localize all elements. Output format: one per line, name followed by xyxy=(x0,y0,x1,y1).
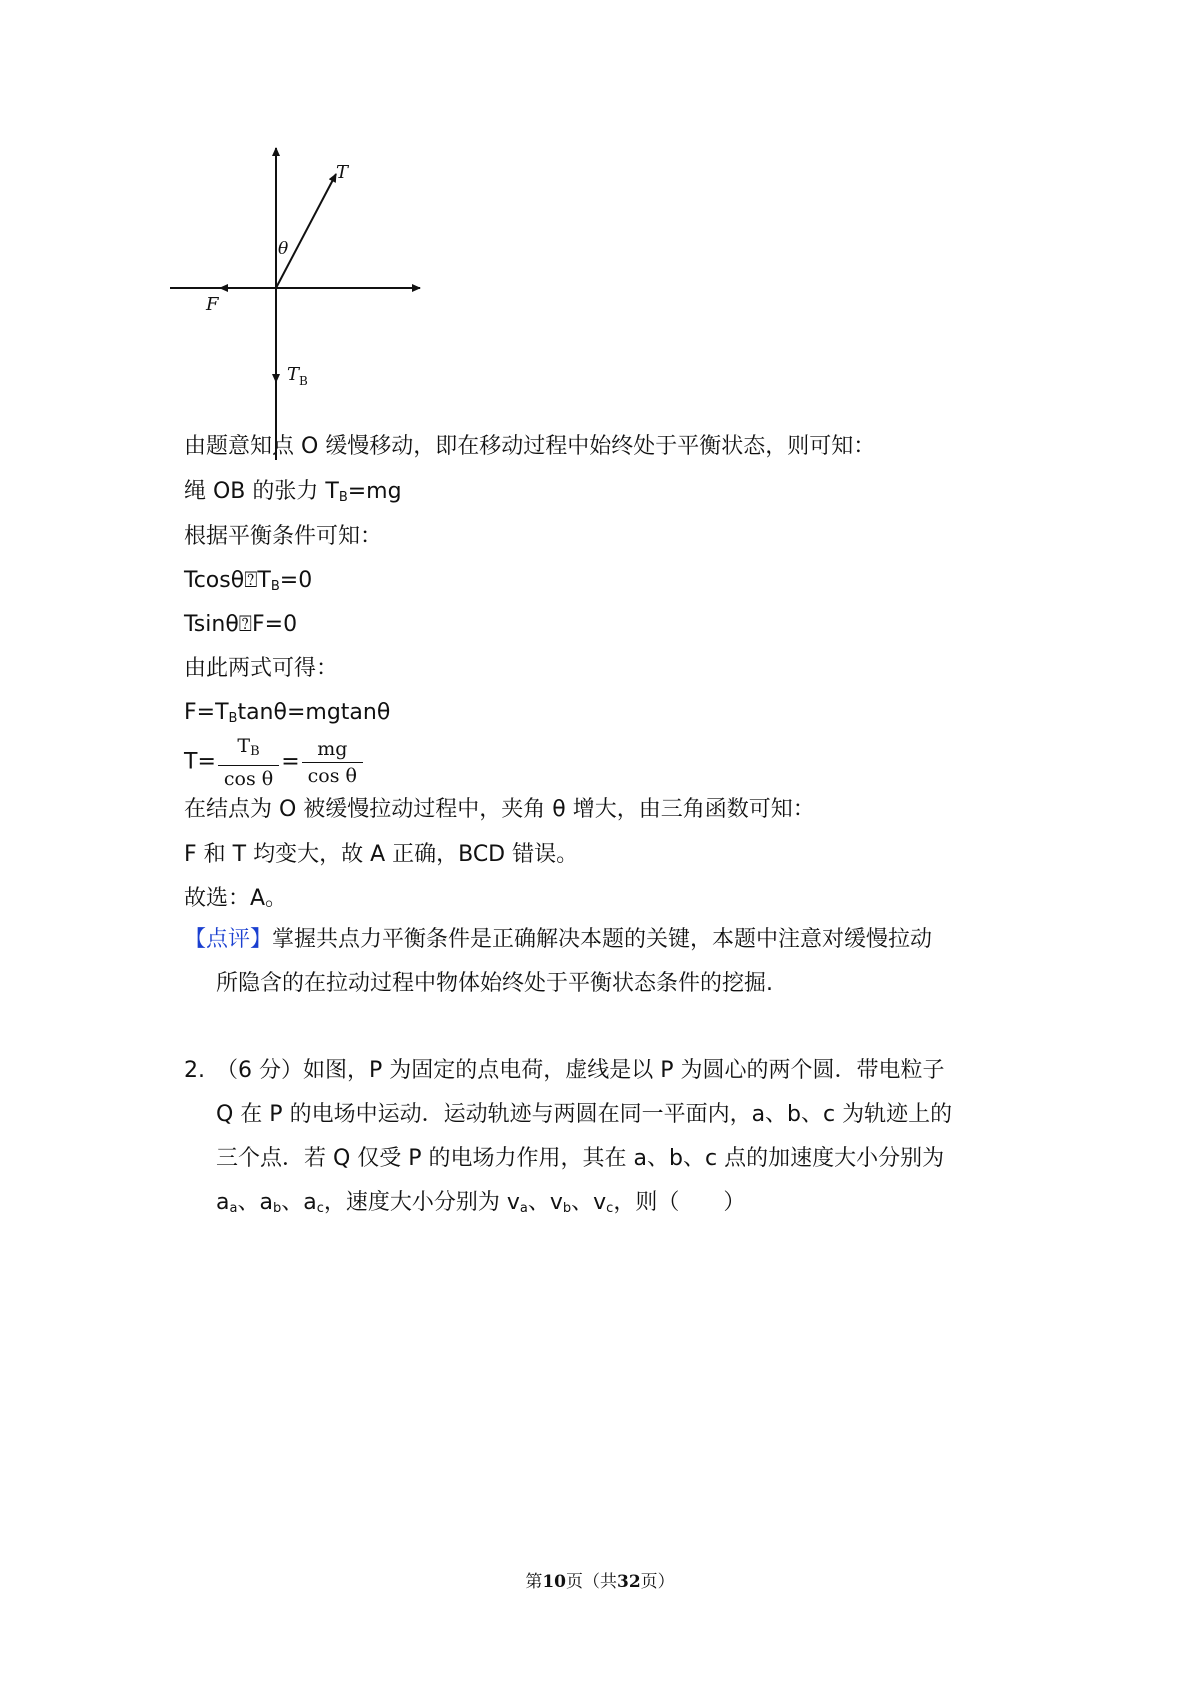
label-f: F xyxy=(206,294,219,315)
text-fragment: Tsinθ xyxy=(184,612,239,637)
subscript: B xyxy=(228,711,238,726)
force-diagram xyxy=(170,140,470,470)
equation-cos xyxy=(184,566,312,602)
missing-glyph: ⍰ xyxy=(244,568,258,593)
current-page-number: 10 xyxy=(542,1572,566,1592)
text-line-1: 由题意知点 O 缓慢移动，即在移动过程中始终处于平衡状态，则可知： xyxy=(184,434,876,459)
review-text-1: 掌握共点力平衡条件是正确解决本题的关键，本题中注意对缓慢拉动 xyxy=(272,927,933,952)
text-fragment: =0 xyxy=(279,568,313,593)
text-fragment: T xyxy=(257,568,271,593)
subscript: B xyxy=(338,490,348,505)
text-line-2 xyxy=(184,477,402,513)
text-fragment: Tcosθ xyxy=(184,568,245,593)
review-label: 【点评】 xyxy=(184,927,273,952)
question-text-4: $a_a$、$a_b$、$a_c$，速度大小分别为 $v_a$、$v_b$、$v_c$，则（ ） xyxy=(216,1190,746,1216)
text-fragment: tanθ=mgtanθ xyxy=(237,700,391,725)
label-theta: θ xyxy=(278,239,289,259)
equals-sign: = xyxy=(281,749,300,775)
page-footer: 第10页（共32页） xyxy=(525,1572,675,1592)
fraction-denominator: cos θ xyxy=(307,765,357,787)
text-line-9: 在结点为 O 被缓慢拉动过程中，夹角 θ 增大，由三角函数可知： xyxy=(184,797,815,822)
equation-t-fraction xyxy=(184,733,365,792)
text-line-10: F 和 T 均变大，故 A 正确，BCD 错误。 xyxy=(184,842,579,867)
text-fragment: F=0 xyxy=(251,612,298,637)
text-fragment: =mg xyxy=(347,479,402,504)
review-text-2: 所隐含的在拉动过程中物体始终处于平衡状态条件的挖掘. xyxy=(216,971,773,996)
text-line-11: 故选：A。 xyxy=(184,886,288,911)
total-page-number: 32 xyxy=(617,1572,641,1592)
subscript: B xyxy=(270,579,280,594)
label-tb: $T_B$ xyxy=(287,364,308,388)
review-paragraph xyxy=(184,918,1034,1006)
fraction-tb-cos xyxy=(218,733,279,792)
equation-f xyxy=(184,698,390,734)
question-text-2: Q 在 P 的电场中运动．运动轨迹与两圆在同一平面内，a、b、c 为轨迹上的 xyxy=(216,1102,953,1127)
question-number: 2. xyxy=(184,1058,205,1083)
text-line-6: 由此两式可得： xyxy=(184,656,339,681)
fraction-mg-cos xyxy=(302,736,363,789)
label-t: T xyxy=(336,162,349,183)
equation-sin xyxy=(184,610,297,640)
tension-t-arrow xyxy=(276,174,336,288)
question-2 xyxy=(184,1049,1034,1231)
question-text-3: 三个点．若 Q 仅受 P 的电场力作用，其在 a、b、c 点的加速度大小分别为 xyxy=(216,1146,945,1171)
text-fragment: 绳 OB 的张力 T xyxy=(184,479,339,504)
text-line-3: 根据平衡条件可知： xyxy=(184,524,383,549)
text-fragment: F=T xyxy=(184,700,229,725)
fraction-numerator: mg xyxy=(302,736,363,763)
question-text-1: （6 分）如图，P 为固定的点电荷，虚线是以 P 为圆心的两个圆．带电粒子 xyxy=(216,1058,945,1083)
fraction-numerator: $T_B$ xyxy=(218,733,279,766)
missing-glyph: ⍰ xyxy=(238,612,252,637)
fraction-denominator: cos θ xyxy=(223,768,274,790)
text-fragment: T= xyxy=(184,749,216,775)
